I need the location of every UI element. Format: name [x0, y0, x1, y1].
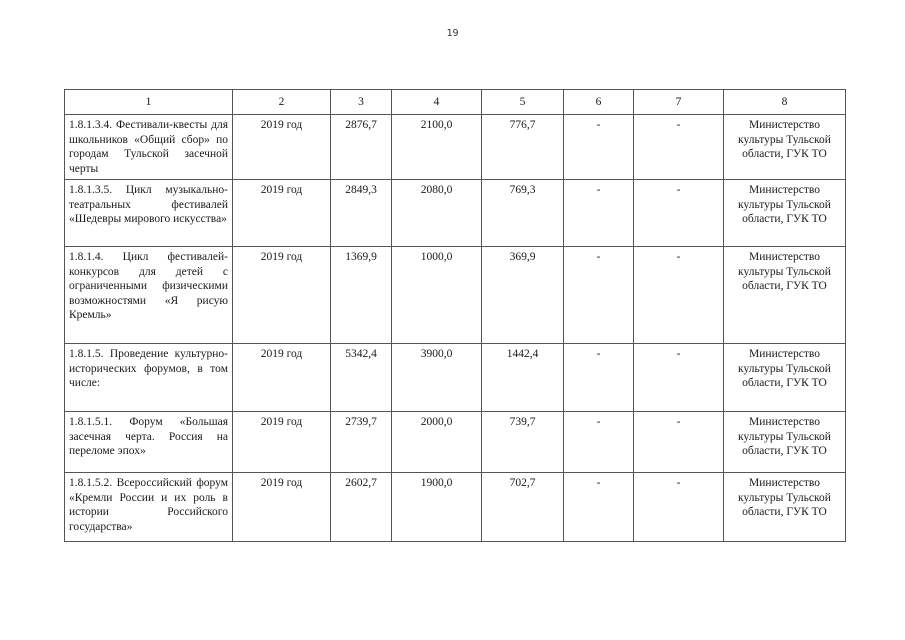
- total-cell: 2849,3: [331, 180, 392, 247]
- table-row: [65, 473, 846, 542]
- activity-name: 1.8.1.5.1. Форум «Большая засечная черта. Россия на переломе эпох»: [65, 412, 233, 473]
- header-cell: 2: [233, 90, 331, 115]
- table-row: [65, 115, 846, 180]
- table-row: [65, 412, 846, 473]
- year-cell: 2019 год: [233, 180, 331, 247]
- col7-cell: -: [634, 115, 724, 180]
- executor-cell: Министерство культуры Тульской области, ГУК ТО: [724, 412, 846, 473]
- col4-cell: 1900,0: [392, 473, 482, 542]
- total-cell: 1369,9: [331, 247, 392, 344]
- year-cell: 2019 год: [233, 473, 331, 542]
- program-table: [64, 89, 846, 542]
- col4-cell: 1000,0: [392, 247, 482, 344]
- col6-cell: -: [564, 180, 634, 247]
- executor-cell: Министерство культуры Тульской области, ГУК ТО: [724, 473, 846, 542]
- header-cell: 4: [392, 90, 482, 115]
- activity-name: 1.8.1.3.5. Цикл музыкально-театральных фестивалей «Шедевры мирового искусства»: [65, 180, 233, 247]
- col5-cell: 369,9: [482, 247, 564, 344]
- total-cell: 2739,7: [331, 412, 392, 473]
- total-cell: 5342,4: [331, 344, 392, 412]
- year-cell: 2019 год: [233, 344, 331, 412]
- header-cell: 3: [331, 90, 392, 115]
- col4-cell: 3900,0: [392, 344, 482, 412]
- col4-cell: 2000,0: [392, 412, 482, 473]
- col6-cell: -: [564, 412, 634, 473]
- year-cell: 2019 год: [233, 247, 331, 344]
- header-cell: 5: [482, 90, 564, 115]
- activity-name: 1.8.1.5. Проведение культурно-исторических форумов, в том числе:: [65, 344, 233, 412]
- col6-cell: -: [564, 473, 634, 542]
- col4-cell: 2080,0: [392, 180, 482, 247]
- executor-cell: Министерство культуры Тульской области, ГУК ТО: [724, 180, 846, 247]
- col7-cell: -: [634, 473, 724, 542]
- year-cell: 2019 год: [233, 412, 331, 473]
- col5-cell: 776,7: [482, 115, 564, 180]
- executor-cell: Министерство культуры Тульской области, ГУК ТО: [724, 247, 846, 344]
- executor-cell: Министерство культуры Тульской области, ГУК ТО: [724, 344, 846, 412]
- header-cell: 1: [65, 90, 233, 115]
- col5-cell: 1442,4: [482, 344, 564, 412]
- total-cell: 2876,7: [331, 115, 392, 180]
- col7-cell: -: [634, 180, 724, 247]
- col4-cell: 2100,0: [392, 115, 482, 180]
- col6-cell: -: [564, 344, 634, 412]
- header-row: [65, 90, 846, 115]
- col7-cell: -: [634, 412, 724, 473]
- col5-cell: 702,7: [482, 473, 564, 542]
- col6-cell: -: [564, 115, 634, 180]
- executor-cell: Министерство культуры Тульской области, ГУК ТО: [724, 115, 846, 180]
- activity-name: 1.8.1.5.2. Всероссийский форум «Кремли России и их роль в истории Российского государства»: [65, 473, 233, 542]
- table-row: [65, 247, 846, 344]
- col5-cell: 739,7: [482, 412, 564, 473]
- header-cell: 8: [724, 90, 846, 115]
- col5-cell: 769,3: [482, 180, 564, 247]
- total-cell: 2602,7: [331, 473, 392, 542]
- col7-cell: -: [634, 344, 724, 412]
- table-row: [65, 180, 846, 247]
- year-cell: 2019 год: [233, 115, 331, 180]
- activity-name: 1.8.1.4. Цикл фестивалей-конкурсов для детей с ограниченными физическими возможностями «Я рисую Кремль»: [65, 247, 233, 344]
- table-row: [65, 344, 846, 412]
- page-number: 19: [446, 28, 459, 39]
- header-cell: 6: [564, 90, 634, 115]
- header-cell: 7: [634, 90, 724, 115]
- col6-cell: -: [564, 247, 634, 344]
- col7-cell: -: [634, 247, 724, 344]
- activity-name: 1.8.1.3.4. Фестивали-квесты для школьников «Общий сбор» по городам Тульской засечной черты: [65, 115, 233, 180]
